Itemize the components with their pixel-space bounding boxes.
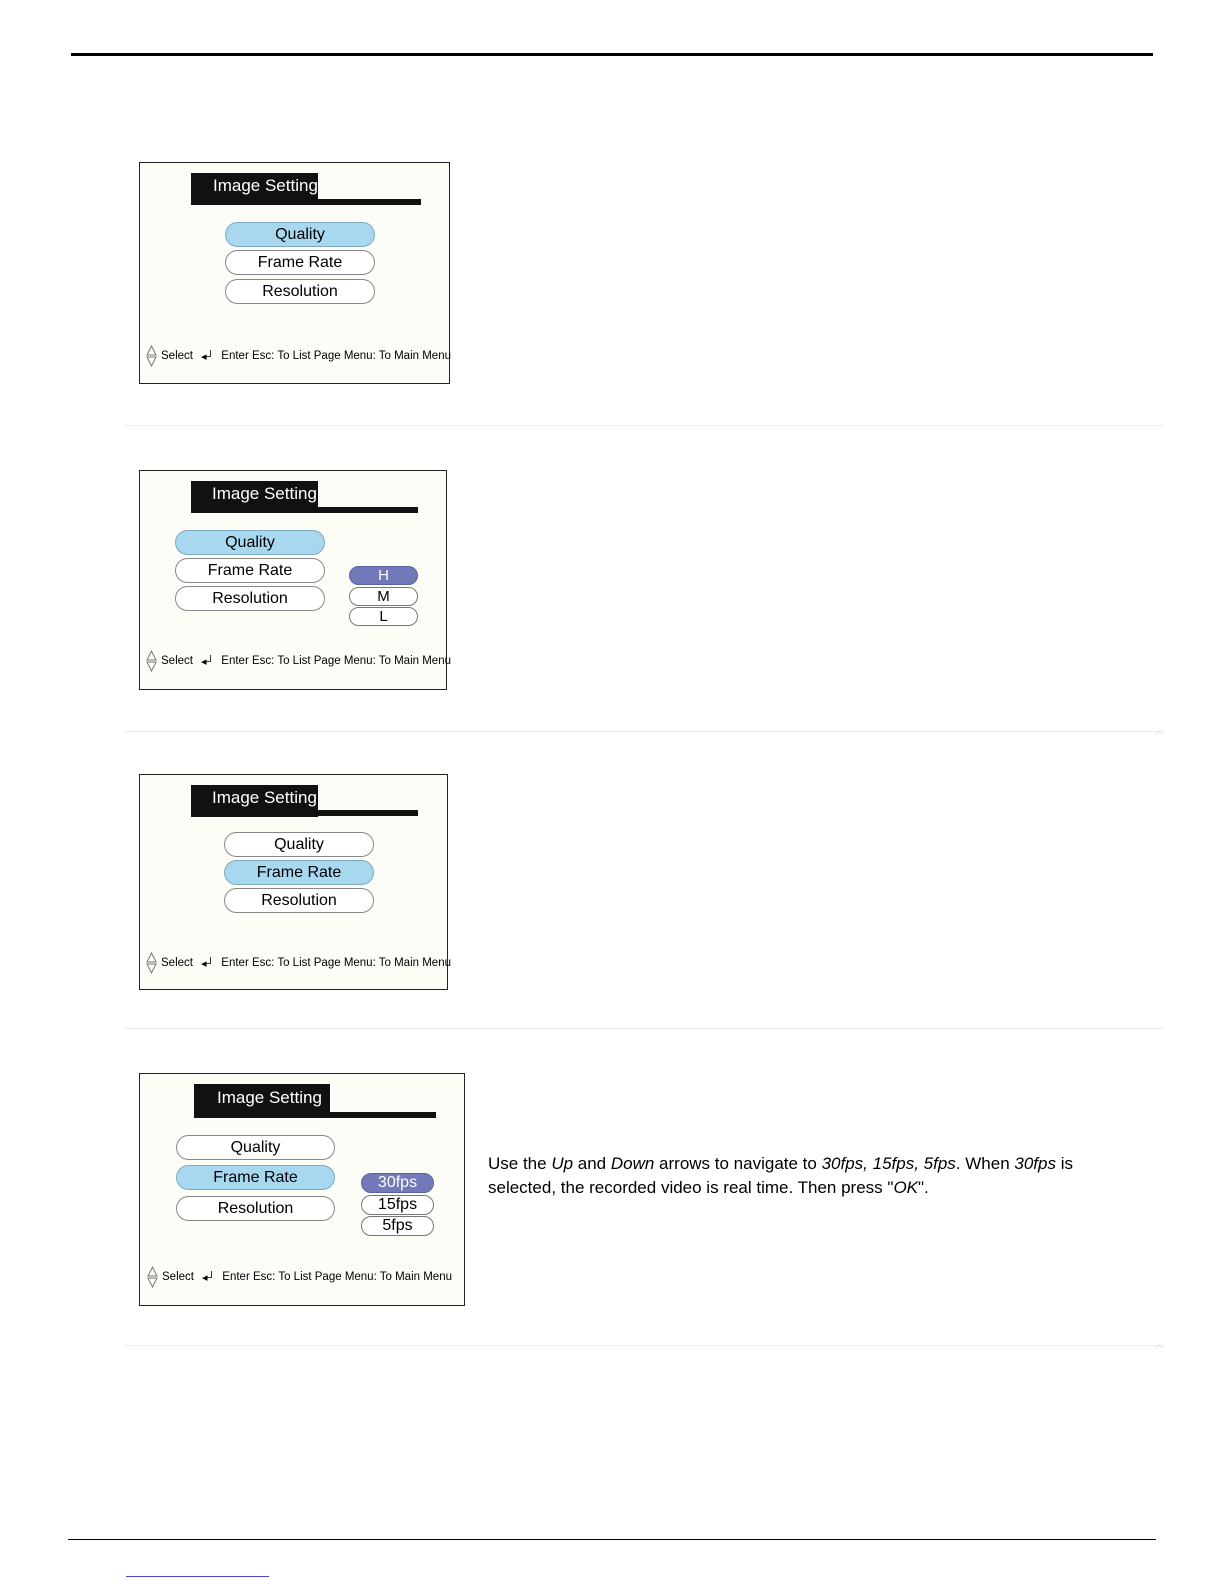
frame-rate-option-15fps[interactable]: 15fps: [361, 1195, 434, 1215]
menu-title: Image Setting: [212, 788, 317, 807]
status-hints: Enter Esc: To List Page Menu: To Main Menu: [221, 350, 451, 362]
menu-item-quality[interactable]: Quality: [176, 1135, 335, 1160]
separator: [124, 1345, 1164, 1346]
menu-item-quality[interactable]: Quality: [224, 832, 374, 857]
menu-screen-frame-rate: [139, 774, 451, 990]
menu-item-resolution[interactable]: Resolution: [225, 279, 375, 304]
status-hints: Enter Esc: To List Page Menu: To Main Menu: [221, 957, 451, 969]
menu-item-quality[interactable]: Quality: [225, 222, 375, 247]
menu-screen-frame-rate-options: [139, 1073, 465, 1306]
status-bar: [146, 650, 451, 672]
menu-item-resolution[interactable]: Resolution: [175, 586, 325, 611]
separator: [124, 731, 1164, 732]
title-underline: [318, 199, 421, 205]
menu-item-frame-rate[interactable]: Frame Rate: [176, 1165, 335, 1190]
up-key: Up: [551, 1154, 574, 1173]
caret-mark: ︿: [1155, 1341, 1165, 1351]
separator: [124, 1028, 1164, 1029]
menu-title: Image Setting: [213, 176, 318, 195]
menu-item-resolution[interactable]: Resolution: [176, 1196, 335, 1221]
frame-rate-instructions: Use the Up and Down arrows to navigate to 30fps, 15fps, 5fps. When 30fps is selected, the recorded video is real time. Then press "OK".: [488, 1154, 1073, 1197]
up-down-arrow-icon: [147, 1266, 158, 1288]
title-underline: [318, 810, 418, 816]
menu-screen-quality: [139, 162, 450, 384]
quality-option-h[interactable]: H: [349, 566, 418, 585]
quality-option-l[interactable]: L: [349, 607, 418, 626]
frame-rate-option-30fps[interactable]: 30fps: [361, 1173, 434, 1193]
quality-option-m[interactable]: M: [349, 587, 418, 606]
menu-item-quality[interactable]: Quality: [175, 530, 325, 555]
menu-title: Image Setting: [212, 484, 317, 503]
menu-title: Image Setting: [217, 1088, 322, 1107]
up-down-arrow-icon: [146, 650, 157, 672]
menu-item-frame-rate[interactable]: Frame Rate: [224, 860, 374, 885]
title-underline: [330, 1112, 436, 1118]
status-hints: Enter Esc: To List Page Menu: To Main Menu: [221, 655, 451, 667]
menu-item-frame-rate[interactable]: Frame Rate: [225, 250, 375, 275]
enter-icon: ◂┘: [200, 350, 215, 363]
status-select-label: Select: [161, 350, 193, 362]
enter-icon: ◂┘: [200, 957, 215, 970]
status-bar: [146, 952, 451, 974]
fps-30: 30fps: [1014, 1154, 1056, 1173]
enter-icon: ◂┘: [201, 1271, 216, 1284]
menu-item-frame-rate[interactable]: Frame Rate: [175, 558, 325, 583]
status-bar: [146, 345, 451, 367]
status-select-label: Select: [162, 1271, 194, 1283]
enter-icon: ◂┘: [200, 655, 215, 668]
title-underline: [318, 507, 418, 513]
ok-key: OK: [893, 1178, 918, 1197]
up-down-arrow-icon: [146, 952, 157, 974]
status-select-label: Select: [161, 655, 193, 667]
menu-screen-quality-options: [139, 470, 451, 690]
footer-rule: [68, 1539, 1156, 1540]
down-key: Down: [610, 1154, 655, 1173]
frame-rate-option-5fps[interactable]: 5fps: [361, 1216, 434, 1236]
header-rule: [71, 53, 1153, 56]
footer-link-underline[interactable]: [126, 1576, 269, 1577]
caret-mark: ︿: [1155, 727, 1165, 737]
status-hints: Enter Esc: To List Page Menu: To Main Menu: [222, 1271, 452, 1283]
menu-item-resolution[interactable]: Resolution: [224, 888, 374, 913]
separator: [124, 425, 1164, 426]
fps-options: 30fps, 15fps, 5fps: [821, 1154, 956, 1173]
status-bar: [147, 1266, 452, 1288]
up-down-arrow-icon: [146, 345, 157, 367]
status-select-label: Select: [161, 957, 193, 969]
